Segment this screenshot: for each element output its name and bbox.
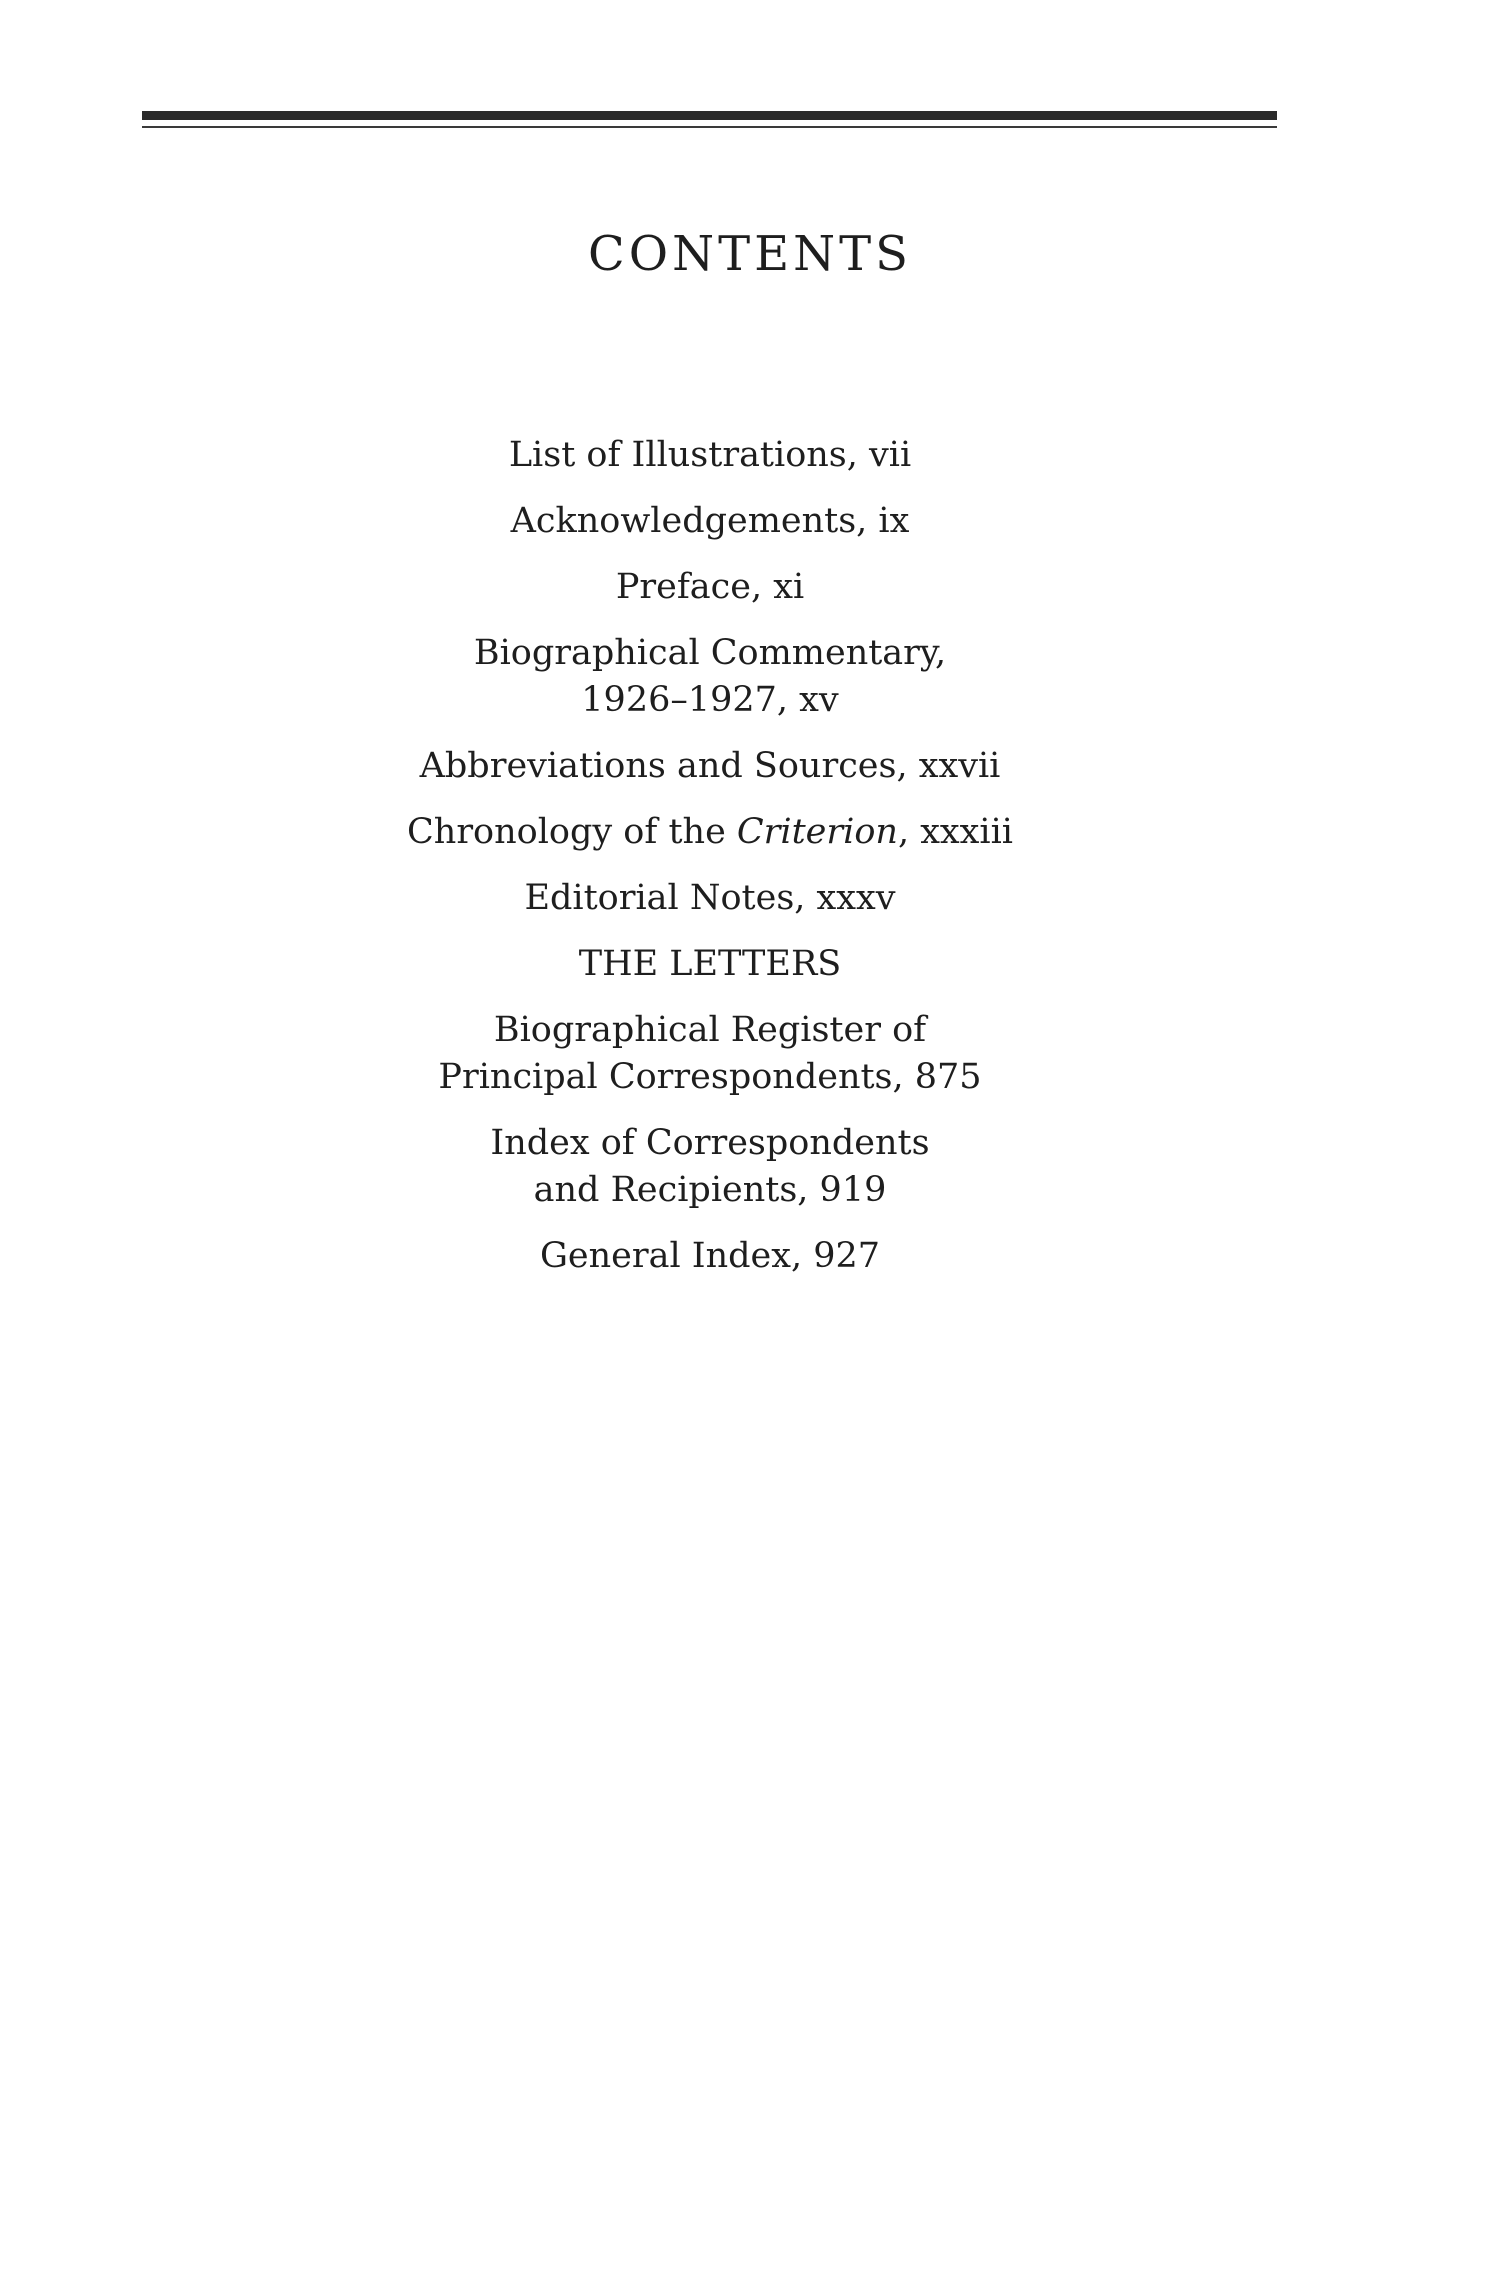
toc-item-biographical-commentary — [0, 630, 1420, 724]
toc-item-label: Acknowledgements, ix — [510, 501, 910, 541]
toc-item-chronology — [0, 809, 1420, 856]
toc-item-acknowledgements — [0, 498, 1420, 545]
toc-item-label: Preface, xi — [615, 567, 805, 607]
top-double-rule — [142, 111, 1277, 133]
chronology-prefix: Chronology of the — [407, 812, 737, 852]
toc-item-label-line2: Principal Correspondents, 875 — [438, 1057, 982, 1097]
toc-item-editorial-notes — [0, 875, 1420, 922]
toc-item-preface — [0, 564, 1420, 611]
top-rule-thick — [142, 111, 1277, 120]
toc-item-index-correspondents — [0, 1120, 1420, 1214]
toc-item-the-letters — [0, 941, 1420, 988]
toc-item-biographical-register — [0, 1007, 1420, 1101]
toc-item-label-line1: Biographical Register of — [493, 1010, 927, 1050]
page-title: CONTENTS — [587, 226, 913, 282]
toc-item-label: Abbreviations and Sources, xxvii — [419, 746, 1001, 786]
toc-item-list-of-illustrations — [0, 432, 1420, 479]
table-of-contents — [0, 432, 1420, 1299]
toc-item-label: List of Illustrations, vii — [508, 435, 912, 475]
toc-item-label: General Index, 927 — [539, 1236, 881, 1276]
chronology-suffix: , xxxiii — [897, 812, 1013, 852]
toc-item-label — [0, 809, 1420, 856]
top-rule-thin — [142, 126, 1277, 128]
toc-item-label-line2: 1926–1927, xv — [581, 680, 839, 720]
toc-item-label-line1: Index of Correspondents — [490, 1123, 930, 1163]
toc-item-label-line1: Biographical Commentary, — [473, 633, 947, 673]
toc-item-general-index — [0, 1233, 1420, 1280]
toc-item-label: Editorial Notes, xxxv — [524, 878, 896, 918]
toc-item-label: THE LETTERS — [578, 944, 842, 984]
toc-item-abbreviations — [0, 743, 1420, 790]
chronology-title: Criterion — [736, 812, 898, 852]
toc-item-label-line2: and Recipients, 919 — [533, 1170, 887, 1210]
